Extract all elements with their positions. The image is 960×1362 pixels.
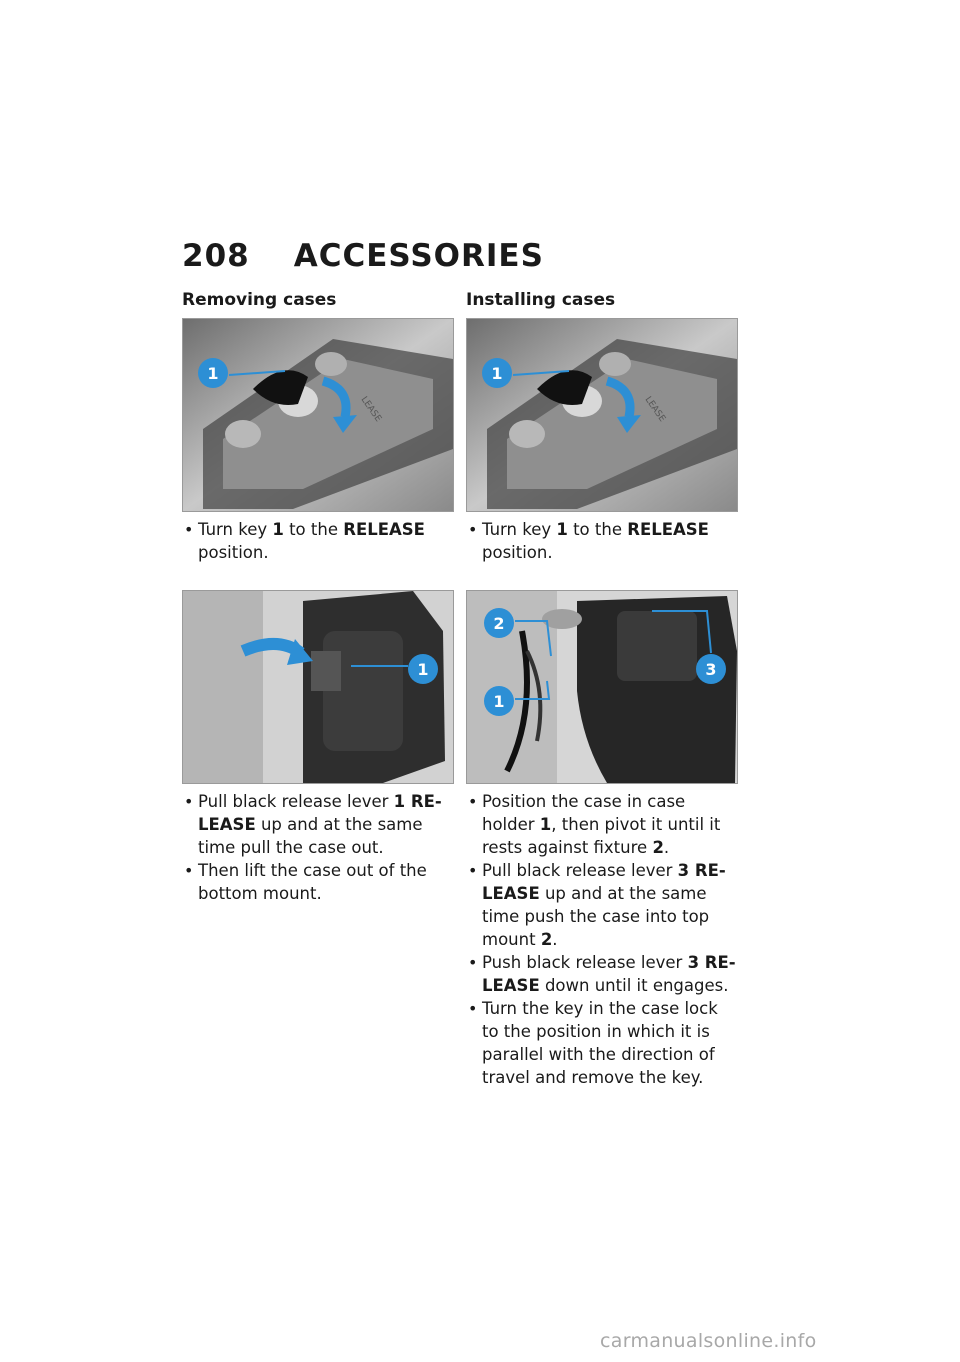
removing-steps-1 xyxy=(182,518,454,564)
list-item: • Turn key 1 to the RELEASE position. xyxy=(182,518,454,564)
installing-steps-1 xyxy=(466,518,738,564)
section-title-removing: Removing cases xyxy=(182,290,337,310)
removing-cases-column xyxy=(182,290,454,905)
page-number: 208 xyxy=(182,238,250,274)
chapter-title: ACCESSORIES xyxy=(293,238,544,274)
installing-cases-column xyxy=(466,290,738,1089)
case-lever-illustration xyxy=(183,591,453,783)
list-item: • Turn key 1 to the RELEASE position. xyxy=(466,518,738,564)
installing-steps-2 xyxy=(466,790,738,1089)
callout-label: 1 xyxy=(417,660,429,679)
callout-label: 1 xyxy=(207,364,219,383)
lock-label: LEASE xyxy=(642,394,667,424)
callout-label: 1 xyxy=(493,692,505,711)
removing-steps-2 xyxy=(182,790,454,905)
list-item: • Turn the key in the case lock to the position in which it is parallel with the direction of travel and remove the key. xyxy=(466,997,738,1089)
list-item: • Then lift the case out of the bottom mount. xyxy=(182,859,454,905)
callout-label: 1 xyxy=(491,364,503,383)
key-lock-illustration xyxy=(183,319,453,511)
list-item: • Pull black release lever 1 RE-LEASE up and at the same time pull the case out. xyxy=(182,790,454,859)
section-title-installing: Installing cases xyxy=(466,290,616,310)
list-item: • Push black release lever 3 RE-LEASE down until it engages. xyxy=(466,951,738,997)
case-holder-illustration xyxy=(467,591,737,783)
figure-release-lever-removing xyxy=(182,590,454,784)
figure-turn-key-removing xyxy=(182,318,454,512)
callout-label: 2 xyxy=(493,614,505,633)
figure-case-holder-installing xyxy=(466,590,738,784)
list-item: • Pull black release lever 3 RE-LEASE up and at the same time push the case into top mount 2. xyxy=(466,859,738,951)
key-lock-illustration xyxy=(467,319,737,511)
page-header xyxy=(182,238,544,274)
lock-label: LEASE xyxy=(358,394,383,424)
figure-turn-key-installing xyxy=(466,318,738,512)
callout-label: 3 xyxy=(705,660,717,679)
watermark: carmanualsonline.info xyxy=(600,1330,817,1352)
list-item: • Position the case in case holder 1, then pivot it until it rests against fixture 2. xyxy=(466,790,738,859)
